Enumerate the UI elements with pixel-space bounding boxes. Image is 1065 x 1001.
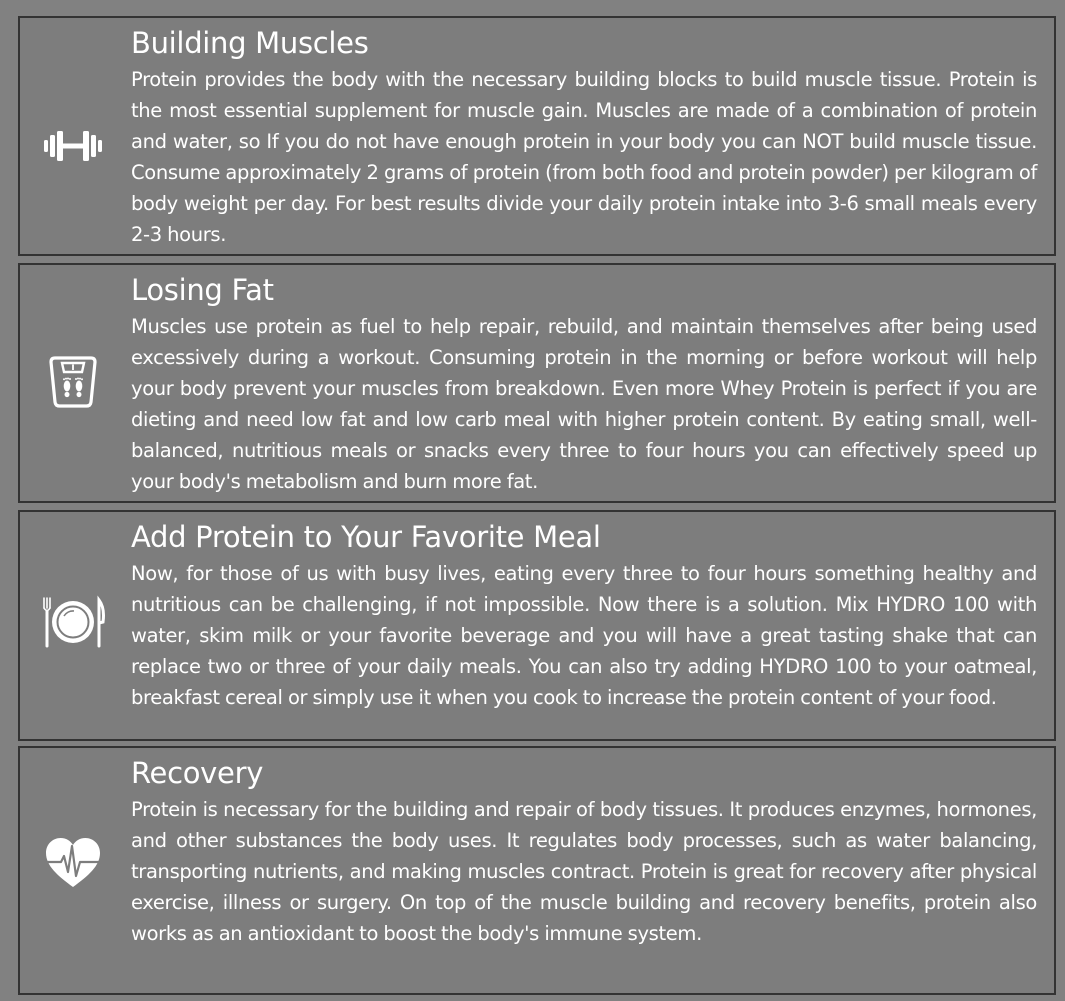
dumbbell-icon — [38, 116, 108, 176]
section-title: Recovery — [131, 756, 264, 790]
section-add-protein-meal — [18, 510, 1056, 741]
section-body: Protein is necessary for the building and repair of body tissues. It produces enzymes, hormones, and other substances the body uses. It regulates body processes, such as water balancing, transporting nutrients, and making muscles contract. Protein is great for recovery after physical exercise, illness or surgery. On top of the muscle building and recovery benefits, protein also works as an antioxidant to boost the body's immune system. — [131, 798, 1037, 945]
bathroom-scale-icon — [38, 352, 108, 412]
section-body: Protein provides the body with the necessary building blocks to build muscle tissue. Protein is the most essential supplement for muscle gain. Muscles are made of a combination of protein and water, so If you do not have enough protein in your body you can NOT build muscle tissue. Consume approximately 2 grams of protein (from both food and protein powder) per kilogram of body weight per day. For best results divide your daily protein intake into 3-6 small meals every 2-3 hours. — [131, 68, 1037, 246]
section-body: Muscles use protein as fuel to help repair, rebuild, and maintain themselves after being used excessively during a workout. Consuming protein in the morning or before workout will help your body prevent your muscles from breakdown. Even more Whey Protein is perfect if you are dieting and need low fat and low carb meal with higher protein content. By eating small, well-balanced, nutritious meals or snacks every three to four hours you can effectively speed up your body's metabolism and burn more fat. — [131, 315, 1037, 493]
plate-fork-knife-icon — [38, 592, 108, 652]
section-recovery — [18, 746, 1056, 995]
section-title: Building Muscles — [131, 26, 369, 60]
section-title: Losing Fat — [131, 273, 274, 307]
section-body: Now, for those of us with busy lives, eating every three to four hours something healthy and nutritious can be challenging, if not impossible. Now there is a solution. Mix HYDRO 100 with water, skim milk or your favorite beverage and you will have a great tasting shake that can replace two or three of your daily meals. You can also try adding HYDRO 100 to your oatmeal, breakfast cereal or simply use it when you cook to increase the protein content of your food. — [131, 562, 1037, 709]
heart-heartbeat-icon — [38, 832, 108, 892]
section-title: Add Protein to Your Favorite Meal — [131, 520, 601, 554]
section-building-muscles — [18, 16, 1056, 256]
section-losing-fat — [18, 263, 1056, 503]
